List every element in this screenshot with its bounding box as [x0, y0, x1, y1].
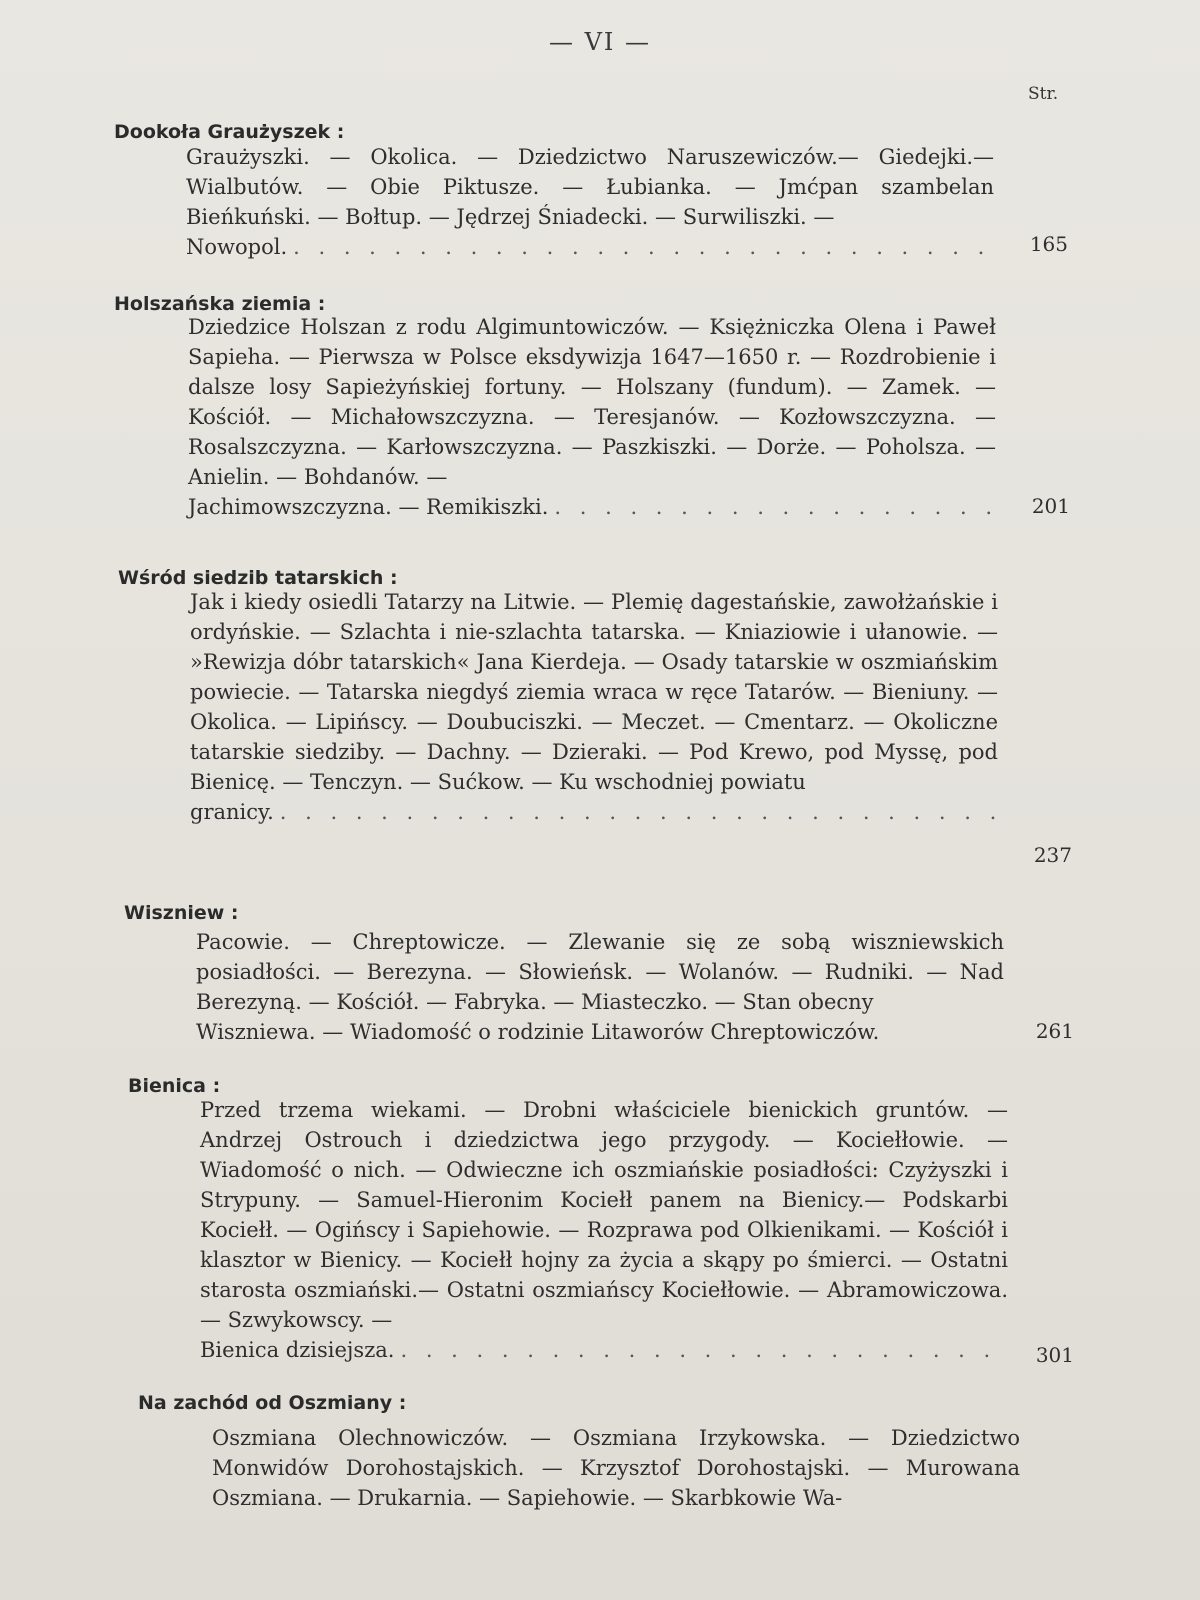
section-last-text: granicy.: [190, 800, 274, 824]
section-title: Wśród siedzib tatarskich :: [118, 567, 398, 589]
section-last-text: Wiszniewa. — Wiadomość o rodzinie Litaworów Chreptowiczów.: [196, 1020, 880, 1044]
page-ref: 301: [1035, 1343, 1074, 1367]
leader-dots: [554, 492, 996, 522]
section-body: Oszmiana Olechnowiczów. — Oszmiana Irzykowska. — Dziedzictwo Monwidów Dorohostajskich. — Krzysztof Dorohostajski. — Murowana Oszmiana. — Drukarnia. — Sapiehowie. — Skarbkowie Wa-: [212, 1426, 1020, 1510]
section-body: Dziedzice Holszan z rodu Algimuntowiczów. — Księżniczka Olena i Paweł Sapieha. — Pierwsza w Polsce eksdywizja 1647—1650 r. — Rozdrobienie i dalsze losy Sapieżyńskiej fortuny. — Holszany (fundum). — Zamek. — Kościół. — Michałowszczyzna. — Teresjanów. — Kozłowszczyzna. — Rosalszczyzna. — Karłowszczyzna. — Paszkiszki. — Dorże. — Poholsza. — Anielin. — Bohdanów. —: [188, 315, 996, 489]
section-entry: [200, 1095, 1008, 1365]
section-body: Przed trzema wiekami. — Drobni właściciele bienickich gruntów. — Andrzej Ostrouch i dziedzictwa jego przygody. — Kociełłowie. — Wiadomość o nich. — Odwieczne ich oszmiańskie posiadłości: Czyżyszki i Strypuny. — Samuel-Hieronim Kociełł panem na Bienicy.— Podskarbi Kociełł. — Ogińscy i Sapiehowie. — Rozprawa pod Olkienikami. — Kościół i klasztor w Bienicy. — Kociełł hojny za życia a skąpy po śmierci. — Ostatni starosta oszmiański.— Ostatni oszmiańscy Kociełłowie. — Abramowiczowa. — Szwykowscy. —: [200, 1098, 1008, 1332]
page-ref: 261: [1035, 1019, 1074, 1043]
leader-dots: [293, 232, 994, 262]
section-last-text: Jachimowszczyzna. — Remikiszki.: [188, 495, 549, 519]
leader-dots: [400, 1335, 1008, 1365]
section-entry: [212, 1423, 1020, 1513]
section-title: Holszańska ziemia :: [114, 293, 326, 315]
section-entry: [186, 142, 994, 262]
page-ref: 237: [1033, 843, 1072, 867]
section-last-line: [188, 492, 996, 522]
section-title: Dookoła Graużyszek :: [114, 121, 345, 143]
section-last-line: [186, 232, 994, 262]
section-last-text: Bienica dzisiejsza.: [200, 1338, 395, 1362]
section-last-text: Nowopol.: [186, 235, 288, 259]
section-entry: [190, 587, 998, 827]
section-title: Bienica :: [128, 1075, 221, 1097]
section-entry: [196, 927, 1004, 1047]
section-last-line: [190, 797, 998, 827]
page-number: — VI —: [548, 28, 652, 56]
page-ref: 201: [1031, 494, 1070, 518]
section-entry: [188, 312, 996, 522]
section-last-line: [200, 1335, 1008, 1365]
section-body: Graużyszki. — Okolica. — Dziedzictwo Naruszewiczów.— Giedejki.— Wialbutów. — Obie Piktusze. — Łubianka. — Jmćpan szambelan Bieńkuński. — Bołtup. — Jędrzej Śniadecki. — Surwiliszki. —: [186, 145, 994, 229]
section-body: Pacowie. — Chreptowicze. — Zlewanie się ze sobą wiszniewskich posiadłości. — Berezyna. — Słowieńsk. — Wolanów. — Rudniki. — Nad Berezyną. — Kościół. — Fabryka. — Miasteczko. — Stan obecny: [196, 930, 1004, 1014]
section-title: Na zachód od Oszmiany :: [138, 1392, 407, 1414]
page-column-label: Str.: [1028, 84, 1059, 104]
page-ref: 165: [1029, 232, 1068, 256]
leader-dots: [280, 797, 998, 827]
section-last-line: [196, 1017, 1004, 1047]
section-title: Wiszniew :: [124, 902, 239, 924]
section-body: Jak i kiedy osiedli Tatarzy na Litwie. — Plemię dagestańskie, zawołżańskie i ordyńskie. — Szlachta i nie-szlachta tatarska. — Kniaziowie i ułanowie. — »Rewizja dóbr tatarskich« Jana Kierdeja. — Osady tatarskie w oszmiańskim powiecie. — Tatarska niegdyś ziemia wraca w ręce Tatarów. — Bieniuny. — Okolica. — Lipińscy. — Doubuciszki. — Meczet. — Cmentarz. — Okoliczne tatarskie siedziby. — Dachny. — Dzieraki. — Pod Krewo, pod Myssę, pod Bienicę. — Tenczyn. — Sućkow. — Ku wschodniej powiatu: [190, 590, 998, 794]
